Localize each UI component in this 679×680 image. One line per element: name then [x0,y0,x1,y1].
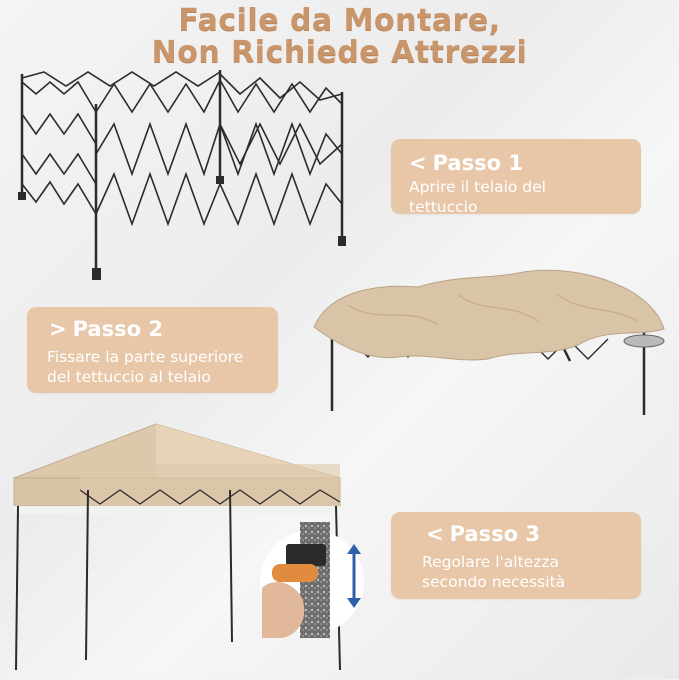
step-1-card [391,139,641,214]
folded-frame-illustration [14,64,374,284]
height-adjust-detail [262,518,372,638]
step-2-card [27,307,278,393]
step-3-text-line1: Regolare l'altezza [422,553,559,571]
step-2-text-line1: Fissare la parte superiore [47,348,244,366]
step-3-text [422,552,565,592]
step-3-label: Passo 3 [449,522,540,546]
step-1-label: Passo 1 [432,151,523,175]
draped-canopy-illustration [308,265,668,415]
step-1-arrow: < [409,151,427,175]
step-2-arrow: > [49,317,67,341]
step-3-text-line2: secondo necessità [422,573,566,591]
step-3-heading [426,522,540,546]
step-2-text-line2: del tettuccio al telaio [47,368,211,386]
step-1-text-line2: tettuccio [409,198,478,214]
step-1-text-line1: Aprire il telaio del [409,178,546,196]
step-1-heading [409,151,523,175]
step-1-text [409,177,546,214]
step-3-arrow: < [426,522,444,546]
step-2-text [47,347,243,387]
step-3-card [391,512,641,599]
step-2-heading [49,317,163,341]
heading-line2: Non Richiede Attrezzi [151,35,528,70]
step-2-label: Passo 2 [72,317,163,341]
heading-line1: Facile da Montare, [178,3,501,38]
